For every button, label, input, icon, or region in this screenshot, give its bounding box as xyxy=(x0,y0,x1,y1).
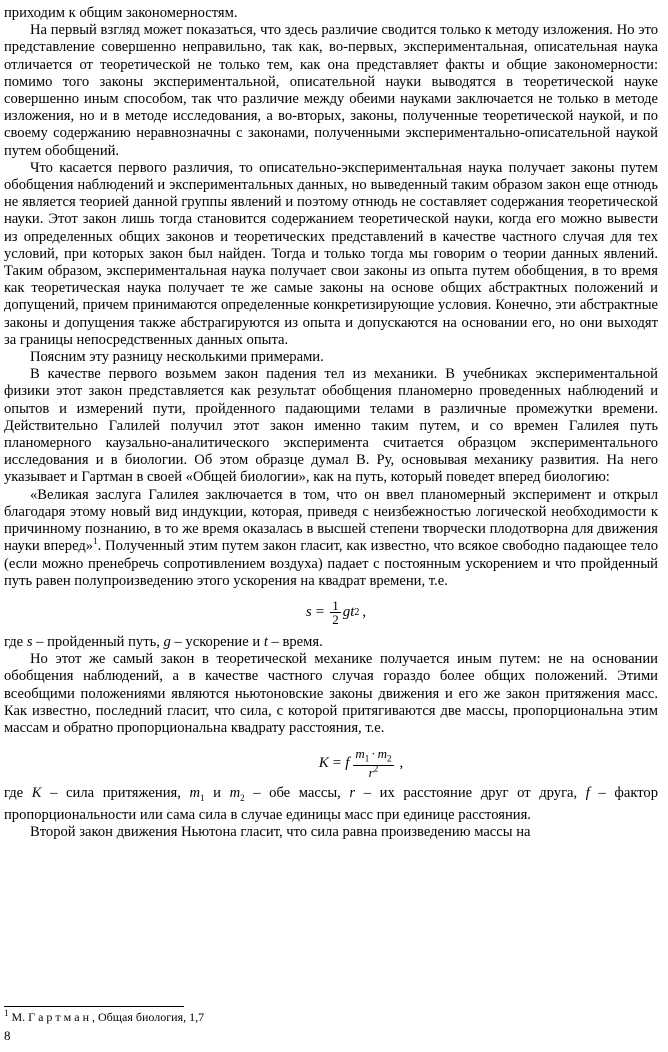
formula-f: f xyxy=(345,754,350,771)
footnote-reference: 1 xyxy=(93,536,98,547)
text-segment: – обе массы, xyxy=(244,785,350,802)
text-segment: и xyxy=(204,785,230,802)
fraction-denominator: 2 xyxy=(332,612,339,628)
quote-continuation: . Полученный этим путем закон гласит, как известно, что всякое свободно падающее тело (если можно пренебречь сопротивлением воздуха) падает с постоянным ускорением и что пройденный путь равен полупроизведению этого ускорения на квадрат времени, т.е. xyxy=(4,538,658,589)
var-r: r xyxy=(349,785,356,802)
paragraph-theoretical-mechanics: Но этот же самый закон в теоретической механике получается иным путем: не на основании обобщения наблюдений, а в качестве частного случая гораздо более общих положений. Этими всеобщими положениями являются ньютоновские законы движения и его же закон притяжения масс. Как известно, последний гласит, что сила, с которой притягиваются две массы, пропорциональна этим массам и обратно пропорциональна квадрату расстояния, т.е. xyxy=(4,651,658,736)
text-segment: – время. xyxy=(267,633,323,650)
mult-dot: · xyxy=(371,745,376,761)
text-segment: – ускорение и xyxy=(170,633,264,650)
text-segment: – пройденный путь, xyxy=(32,633,164,650)
var-r: r xyxy=(368,765,374,781)
text-segment: – их расстояние друг от друга, xyxy=(355,785,586,802)
text-segment: – фактор пропорциональности или сама сила в случае единицы масс при единице расстояния. xyxy=(4,785,658,824)
var-m2: m xyxy=(229,785,241,802)
sub-1: 1 xyxy=(200,793,205,804)
fraction-denominator xyxy=(367,766,381,779)
var-g: g xyxy=(163,633,171,650)
paragraph-continuation: приходим к общим закономерностям. xyxy=(4,5,238,21)
footnote xyxy=(4,1010,204,1024)
formula-lhs: s xyxy=(305,604,312,621)
formula-gt: gt xyxy=(342,604,355,621)
paragraph-galileo-quote xyxy=(4,487,658,590)
fraction-numerator: 1 xyxy=(332,598,339,614)
var-s: s xyxy=(26,633,33,650)
sub-1: 1 xyxy=(364,753,370,764)
page-number: 8 xyxy=(4,1028,11,1043)
var-m: m xyxy=(355,745,365,761)
formula-fraction xyxy=(330,599,341,626)
formula-gravitation-law xyxy=(4,741,658,785)
formula-fraction xyxy=(353,747,393,780)
paragraph-gravitation-variables xyxy=(4,785,658,824)
formula-lhs: K xyxy=(318,754,329,771)
text-segment: – сила притяжения, xyxy=(41,785,190,802)
page-body xyxy=(4,5,658,842)
formula-comma: , xyxy=(362,604,367,621)
paragraph-first-difference: Что касается первого различия, то описательно-экспериментальная наука получает законы путем обобщения наблюдений и экспериментальных данных, но выведенный таким образом закон еще отнюдь не является теорией данной группы явлений и поэтому отнюдь не составляет содержания теоретической науки. Этот закон лишь тогда становится содержанием теоретической науки, когда его можно вывести из определенных общих законов и теоретических представлений в качестве частного случая для тех условий, при которых закон был найден. Тогда и только тогда мы говорим о теории данных явлений. Таким образом, экспериментальная наука получает свои законы из опыта путем обобщения, в то время как теоретическая наука получает те же самые законы на основе общих абстрактных положений и допущений, причем принимаются определенные конкретизирующие условия. Конечно, эти абстрактные законы и допущения также абстрагируются из опыта и допускаются на основании его, но они выходят за границы непосредственных данных опыта. xyxy=(4,159,658,348)
var-f: f xyxy=(585,785,590,802)
var-m: m xyxy=(377,745,388,761)
exponent: 2 xyxy=(373,764,379,775)
footnote-divider xyxy=(4,1006,184,1007)
footnote-mark: 1 xyxy=(4,1008,9,1018)
paragraph-falling-bodies: В качестве первого возьмем закон падения тел из механики. В учебниках экспериментальной физики этот закон представляется как результат обобщения планомерно проведенных наблюдений и опытов и измерений пути, пройденного падающими телами в различные промежутки времени. Действительно Галилей получил этот закон именно таким путем, и со времен Галилея путь планомерного каузально-аналитического эксперимента считается образцом экспериментального исследования и в биологии. Об этом образце думал В. Ру, основывая механику развития. На него указывает и Гартман в своей «Общей биологии», как на путь, который поведет вперед биологию: xyxy=(4,366,658,486)
sub-2: 2 xyxy=(387,753,392,764)
formula-equals: = xyxy=(332,754,342,771)
formula-equals: = xyxy=(315,604,325,621)
var-m1: m xyxy=(189,785,201,802)
paragraph-newton-second-law: Второй закон движения Ньютона гласит, что сила равна произведению массы на xyxy=(30,824,531,841)
text-segment: где xyxy=(4,785,32,802)
sub-2: 2 xyxy=(240,793,245,804)
paragraph-examples-intro: Поясним эту разницу несколькими примерами. xyxy=(30,349,324,366)
paragraph-method-difference: На первый взгляд может показаться, что здесь различие сводится только к методу изложения. Но это представление совершенно неправильно, так как, во-первых, экспериментальная, описательная наука отличается от теоретической не только тем, как она представляет факты и общие закономерности: помимо того законы экспериментальной, описательной науки выводятся в теоретической науке совершенно иным способом, так что различие между обеими науками заключается не только в методе изложения, но и в методе исследования, а во-вторых, законы, полученные теоретической наукой, и по своему содержанию неравнозначны с законами, полученными экспериментально-описательной наукой путем обобщений. xyxy=(4,22,658,159)
var-K: K xyxy=(31,785,42,802)
text-segment: где xyxy=(4,633,27,650)
footnote-text: М. Г а р т м а н , Общая биология, 1,7 xyxy=(8,1010,205,1024)
quote-text: «Великая заслуга Галилея заключается в том, что он ввел планомерный эксперимент и открыл благодаря этому новый вид индукции, которая, приведя с неизбежностью логической необходимости к причинному познанию, в то же время оказалась в высшей степени творчески плодотворна для движения науки вперед» xyxy=(4,486,658,555)
var-t: t xyxy=(263,633,268,650)
formula-comma: , xyxy=(399,754,404,771)
formula-falling-law: s = $\frac{1}{2}$ gt 2 , xyxy=(305,598,367,628)
paragraph-variables xyxy=(4,634,658,651)
